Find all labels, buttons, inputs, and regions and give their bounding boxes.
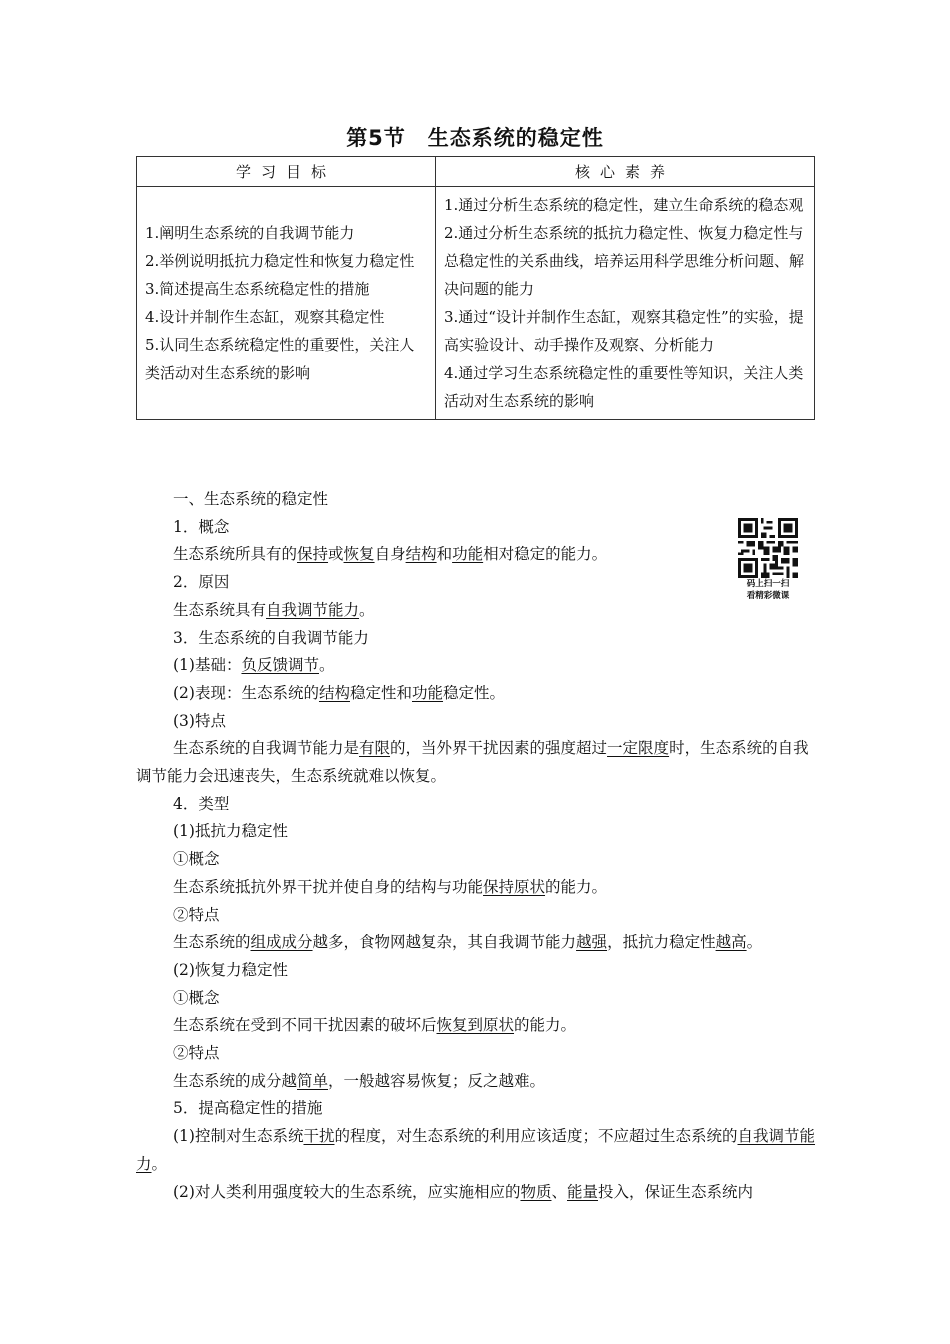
list-item: 4.通过学习生态系统稳定性的重要性等知识，关注人类活动对生态系统的影响 — [444, 364, 804, 410]
list-item: 3.通过“设计并制作生态缸，观察其稳定性”的实验，提高实验设计、动手操作及观察、分析能力 — [444, 308, 804, 354]
subsection-heading: 3．生态系统的自我调节能力 — [173, 628, 369, 647]
qr-caption-line1: 码上扫一扫 — [746, 579, 790, 589]
paragraph: 生态系统的组成成分越多，食物网越复杂，其自我调节能力越强，抵抗力稳定性越高。 — [173, 933, 763, 952]
paragraph: 生态系统具有自我调节能力。 — [173, 600, 375, 619]
table-header-learning-goals: 学习目标 — [137, 157, 436, 187]
paragraph: (1)控制对生态系统干扰的程度，对生态系统的利用应该适度；不应超过生态系统的自我调节能力。 — [136, 1127, 816, 1173]
section-heading: 一、生态系统的稳定性 — [173, 490, 329, 508]
item-heading: ①概念 — [173, 988, 220, 1007]
list-item: 1.阐明生态系统的自我调节能力 — [145, 224, 355, 242]
list-item: 2.通过分析生态系统的抵抗力稳定性、恢复力稳定性与总稳定性的关系曲线，培养运用科学思维分析问题、解决问题的能力 — [444, 224, 805, 298]
item-heading: ②特点 — [173, 905, 220, 924]
core-literacy-cell — [436, 187, 815, 420]
table-header-core-literacy: 核心素养 — [436, 157, 815, 187]
paragraph: 生态系统抵抗外界干扰并使自身的结构与功能保持原状的能力。 — [173, 877, 608, 896]
paragraph: 生态系统在受到不同干扰因素的破坏后恢复到原状的能力。 — [173, 1016, 577, 1035]
page-title: 第5节 生态系统的稳定性 — [346, 126, 604, 150]
paragraph: 生态系统的成分越简单，一般越容易恢复；反之越难。 — [173, 1071, 546, 1090]
paragraph: 生态系统的自我调节能力是有限的，当外界干扰因素的强度超过一定限度时，生态系统的自我调节能力会迅速丧失，生态系统就难以恢复。 — [136, 739, 809, 786]
paragraph: (1)基础：负反馈调节。 — [173, 656, 335, 675]
paragraph: (2)表现：生态系统的结构稳定性和功能稳定性。 — [173, 683, 506, 702]
paragraph: (2)对人类利用强度较大的生态系统，应实施相应的物质、能量投入，保证生态系统内 — [173, 1182, 754, 1201]
objectives-table — [136, 156, 815, 420]
item-heading: (3)特点 — [173, 711, 226, 730]
item-heading: (1)抵抗力稳定性 — [173, 822, 288, 841]
list-item: 3.简述提高生态系统稳定性的措施 — [145, 280, 370, 298]
body-text — [136, 486, 816, 1206]
list-item: 1.通过分析生态系统的稳定性，建立生命系统的稳态观 — [444, 196, 804, 214]
subsection-heading: 4．类型 — [173, 794, 230, 813]
list-item: 2.举例说明抵抗力稳定性和恢复力稳定性 — [145, 252, 415, 270]
subsection-heading: 5．提高稳定性的措施 — [173, 1099, 323, 1118]
item-heading: ①概念 — [173, 850, 220, 869]
qr-caption-line2: 看精彩微课 — [746, 591, 790, 601]
subsection-heading: 2．原因 — [173, 573, 230, 592]
learning-goals-cell — [137, 187, 436, 420]
list-item: 5.认同生态系统稳定性的重要性，关注人类活动对生态系统的影响 — [145, 336, 415, 382]
list-item: 4.设计并制作生态缸，观察其稳定性 — [145, 308, 385, 326]
item-heading: (2)恢复力稳定性 — [173, 960, 288, 979]
subsection-heading: 1．概念 — [173, 517, 230, 536]
paragraph: 生态系统所具有的保持或恢复自身结构和功能相对稳定的能力。 — [173, 545, 608, 564]
item-heading: ②特点 — [173, 1044, 220, 1063]
